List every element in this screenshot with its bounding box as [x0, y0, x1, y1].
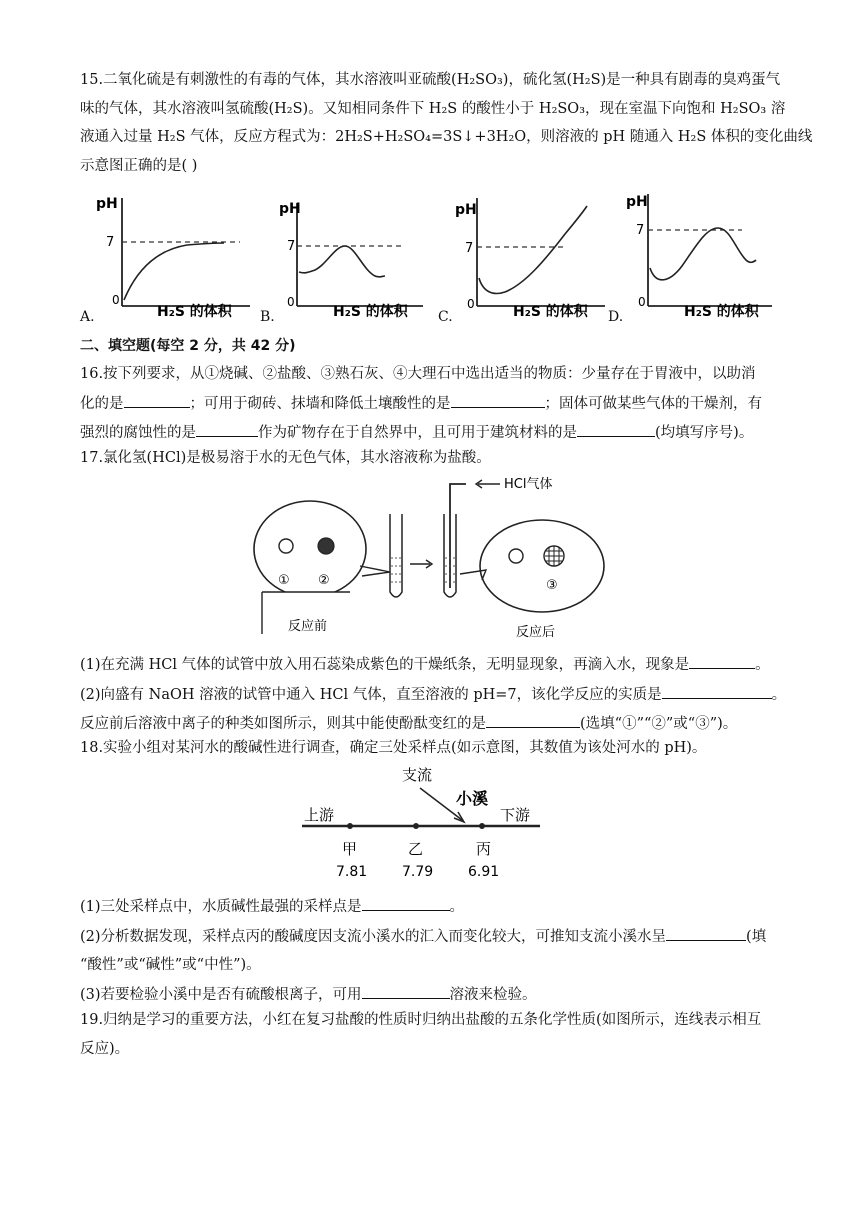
- q16-blank-1[interactable]: [124, 389, 190, 408]
- option-d-xlabel: H₂S 的体积: [684, 304, 759, 318]
- q18-p2b: (填: [746, 928, 767, 945]
- q19-line-2: 反应)。: [80, 1040, 130, 1057]
- q18-upstream: 上游: [304, 806, 335, 824]
- q18-blank-3[interactable]: [362, 980, 450, 999]
- q16-line-2a: 化的是: [80, 395, 124, 412]
- option-a-graph: [92, 188, 257, 318]
- q15-line-4: 示意图正确的是( ): [80, 157, 198, 174]
- q19-line-1: 19.归纳是学习的重要方法，小红在复习盐酸的性质时归纳出盐酸的五条化学性质(如图所示，连线表示相互: [80, 1012, 762, 1028]
- option-d-graph: [622, 188, 782, 318]
- question-19-text: [80, 1006, 785, 1063]
- option-c-label[interactable]: C.: [438, 309, 453, 325]
- section-2-title: 二、填空题(每空 2 分，共 42 分): [80, 338, 296, 354]
- q17-blank-2[interactable]: [662, 680, 772, 699]
- option-b-label[interactable]: B.: [260, 309, 275, 325]
- q18-point-bing-name: 丙: [476, 840, 492, 858]
- q18-p2a: (2)分析数据发现，采样点丙的酸碱度因支流小溪水的汇入而变化较大，可推知支流小溪水呈: [80, 928, 667, 945]
- q17-p3b: (选填“①”“②”或“③”)。: [580, 716, 738, 732]
- q15-line-2: 味的气体，其水溶液叫氢硫酸(H₂S)。又知相同条件下 H₂S 的酸性小于 H₂SO₃，现在室温下向饱和 H₂SO₃ 溶: [80, 100, 786, 117]
- q17-p2a: (2)向盛有 NaOH 溶液的试管中通入 HCl 气体，直至溶液的 pH=7，该化学反应的实质是: [80, 686, 662, 703]
- option-b-xlabel: H₂S 的体积: [333, 304, 408, 318]
- q15-line-1: 15.二氧化硫是有刺激性的有毒的气体，其水溶液叫亚硫酸(H₂SO₃)，硫化氢(H₂S)是一种具有剧毒的臭鸡蛋气: [80, 72, 781, 88]
- question-17-parts: [80, 650, 785, 739]
- q18-point-yi-ph: 7.79: [402, 864, 434, 880]
- q17-p1a: (1)在充满 HCl 气体的试管中放入用石蕊染成紫色的干燥纸条，无明显现象，再滴入水，现象是: [80, 657, 690, 673]
- q18-blank-2[interactable]: [666, 922, 746, 941]
- option-b-origin: 0: [287, 295, 295, 309]
- q16-line-2c: ；固体可做某些气体的干燥剂，有: [544, 395, 762, 412]
- q18-river-figure: [296, 758, 546, 886]
- option-b-seven: 7: [287, 239, 296, 254]
- option-d-label[interactable]: D.: [608, 309, 624, 325]
- q17-ion-2: ②: [318, 573, 330, 588]
- q18-stream: 小溪: [456, 789, 489, 808]
- option-c-xlabel: H₂S 的体积: [513, 304, 588, 318]
- option-d-seven: 7: [636, 223, 645, 238]
- q18-blank-1[interactable]: [362, 892, 450, 911]
- option-b-ylabel: pH: [279, 201, 301, 217]
- q16-line-3c: (均填写序号)。: [655, 425, 754, 441]
- q17-p3a: 反应前后溶液中离子的种类如图所示，则其中能使酚酞变红的是: [80, 716, 486, 732]
- option-c-ylabel: pH: [455, 202, 477, 218]
- option-c-seven: 7: [465, 241, 474, 256]
- q17-gas-label: HCl气体: [504, 477, 553, 492]
- q18-downstream: 下游: [500, 806, 531, 824]
- q18-point-jia-name: 甲: [342, 840, 358, 858]
- q18-point-bing: [479, 823, 485, 829]
- q18-point-yi: [413, 823, 419, 829]
- q16-line-3b: 作为矿物存在于自然界中，且可用于建筑材料的是: [258, 425, 577, 441]
- option-a-label[interactable]: A.: [80, 309, 95, 325]
- q17-figure: [250, 474, 610, 644]
- q16-line-3a: 强烈的腐蚀性的是: [80, 425, 196, 441]
- q16-blank-3[interactable]: [196, 418, 258, 437]
- q15-line-3: 液通入过量 H₂S 气体，反应方程式为：2H₂S+H₂SO₄=3S↓+3H₂O，则溶液的 pH 随通入 H₂S 体积的变化曲线: [80, 129, 813, 145]
- option-d-ylabel: pH: [626, 194, 648, 210]
- q18-p1a: (1)三处采样点中，水质碱性最强的采样点是: [80, 899, 362, 915]
- q17-p1b: 。: [755, 657, 770, 673]
- option-c-origin: 0: [467, 297, 475, 311]
- q18-p1b: 。: [449, 899, 465, 915]
- q17-p2b: 。: [771, 686, 787, 703]
- option-b-graph: [275, 188, 440, 318]
- question-18-parts: [80, 892, 785, 1009]
- option-a-origin: 0: [112, 293, 120, 307]
- q18-point-jia-ph: 7.81: [336, 864, 368, 880]
- q17-after-label: 反应后: [516, 625, 556, 640]
- q17-ion-1: ①: [278, 573, 290, 588]
- q18-p2c: “酸性”或“碱性”或“中性”)。: [80, 957, 261, 973]
- question-16-text: [80, 360, 785, 448]
- q16-blank-2[interactable]: [451, 389, 545, 408]
- q17-before-label: 反应前: [288, 619, 328, 634]
- q18-p3a: (3)若要检验小溪中是否有硫酸根离子，可用: [80, 986, 362, 1003]
- option-c-graph: [455, 188, 620, 318]
- q18-tributary: 支流: [402, 766, 433, 784]
- q18-p3b: 溶液来检验。: [449, 986, 537, 1003]
- q17-ion-3: ③: [546, 578, 558, 593]
- q18-point-bing-ph: 6.91: [468, 864, 500, 880]
- question-17-intro: 17.氯化氢(HCl)是极易溶于水的无色气体，其水溶液称为盐酸。: [80, 450, 491, 466]
- option-a-ylabel: pH: [96, 196, 118, 212]
- question-15-text: [80, 66, 813, 180]
- option-a-seven: 7: [106, 235, 115, 250]
- q16-blank-4[interactable]: [577, 418, 655, 437]
- q17-blank-1[interactable]: [689, 650, 755, 669]
- q16-line-2b: ；可用于砌砖、抹墙和降低土壤酸性的是: [189, 395, 451, 412]
- q18-point-yi-name: 乙: [408, 840, 424, 858]
- q18-point-jia: [347, 823, 353, 829]
- question-18-intro: 18.实验小组对某河水的酸碱性进行调查，确定三处采样点(如示意图，其数值为该处河水的 pH)。: [80, 740, 707, 756]
- q17-blank-3[interactable]: [486, 709, 580, 728]
- option-d-origin: 0: [638, 295, 646, 309]
- q16-line-1: 16.按下列要求，从①烧碱、②盐酸、③熟石灰、④大理石中选出适当的物质：少量存在于胃液中，以助消: [80, 366, 756, 382]
- option-a-xlabel: H₂S 的体积: [157, 304, 232, 318]
